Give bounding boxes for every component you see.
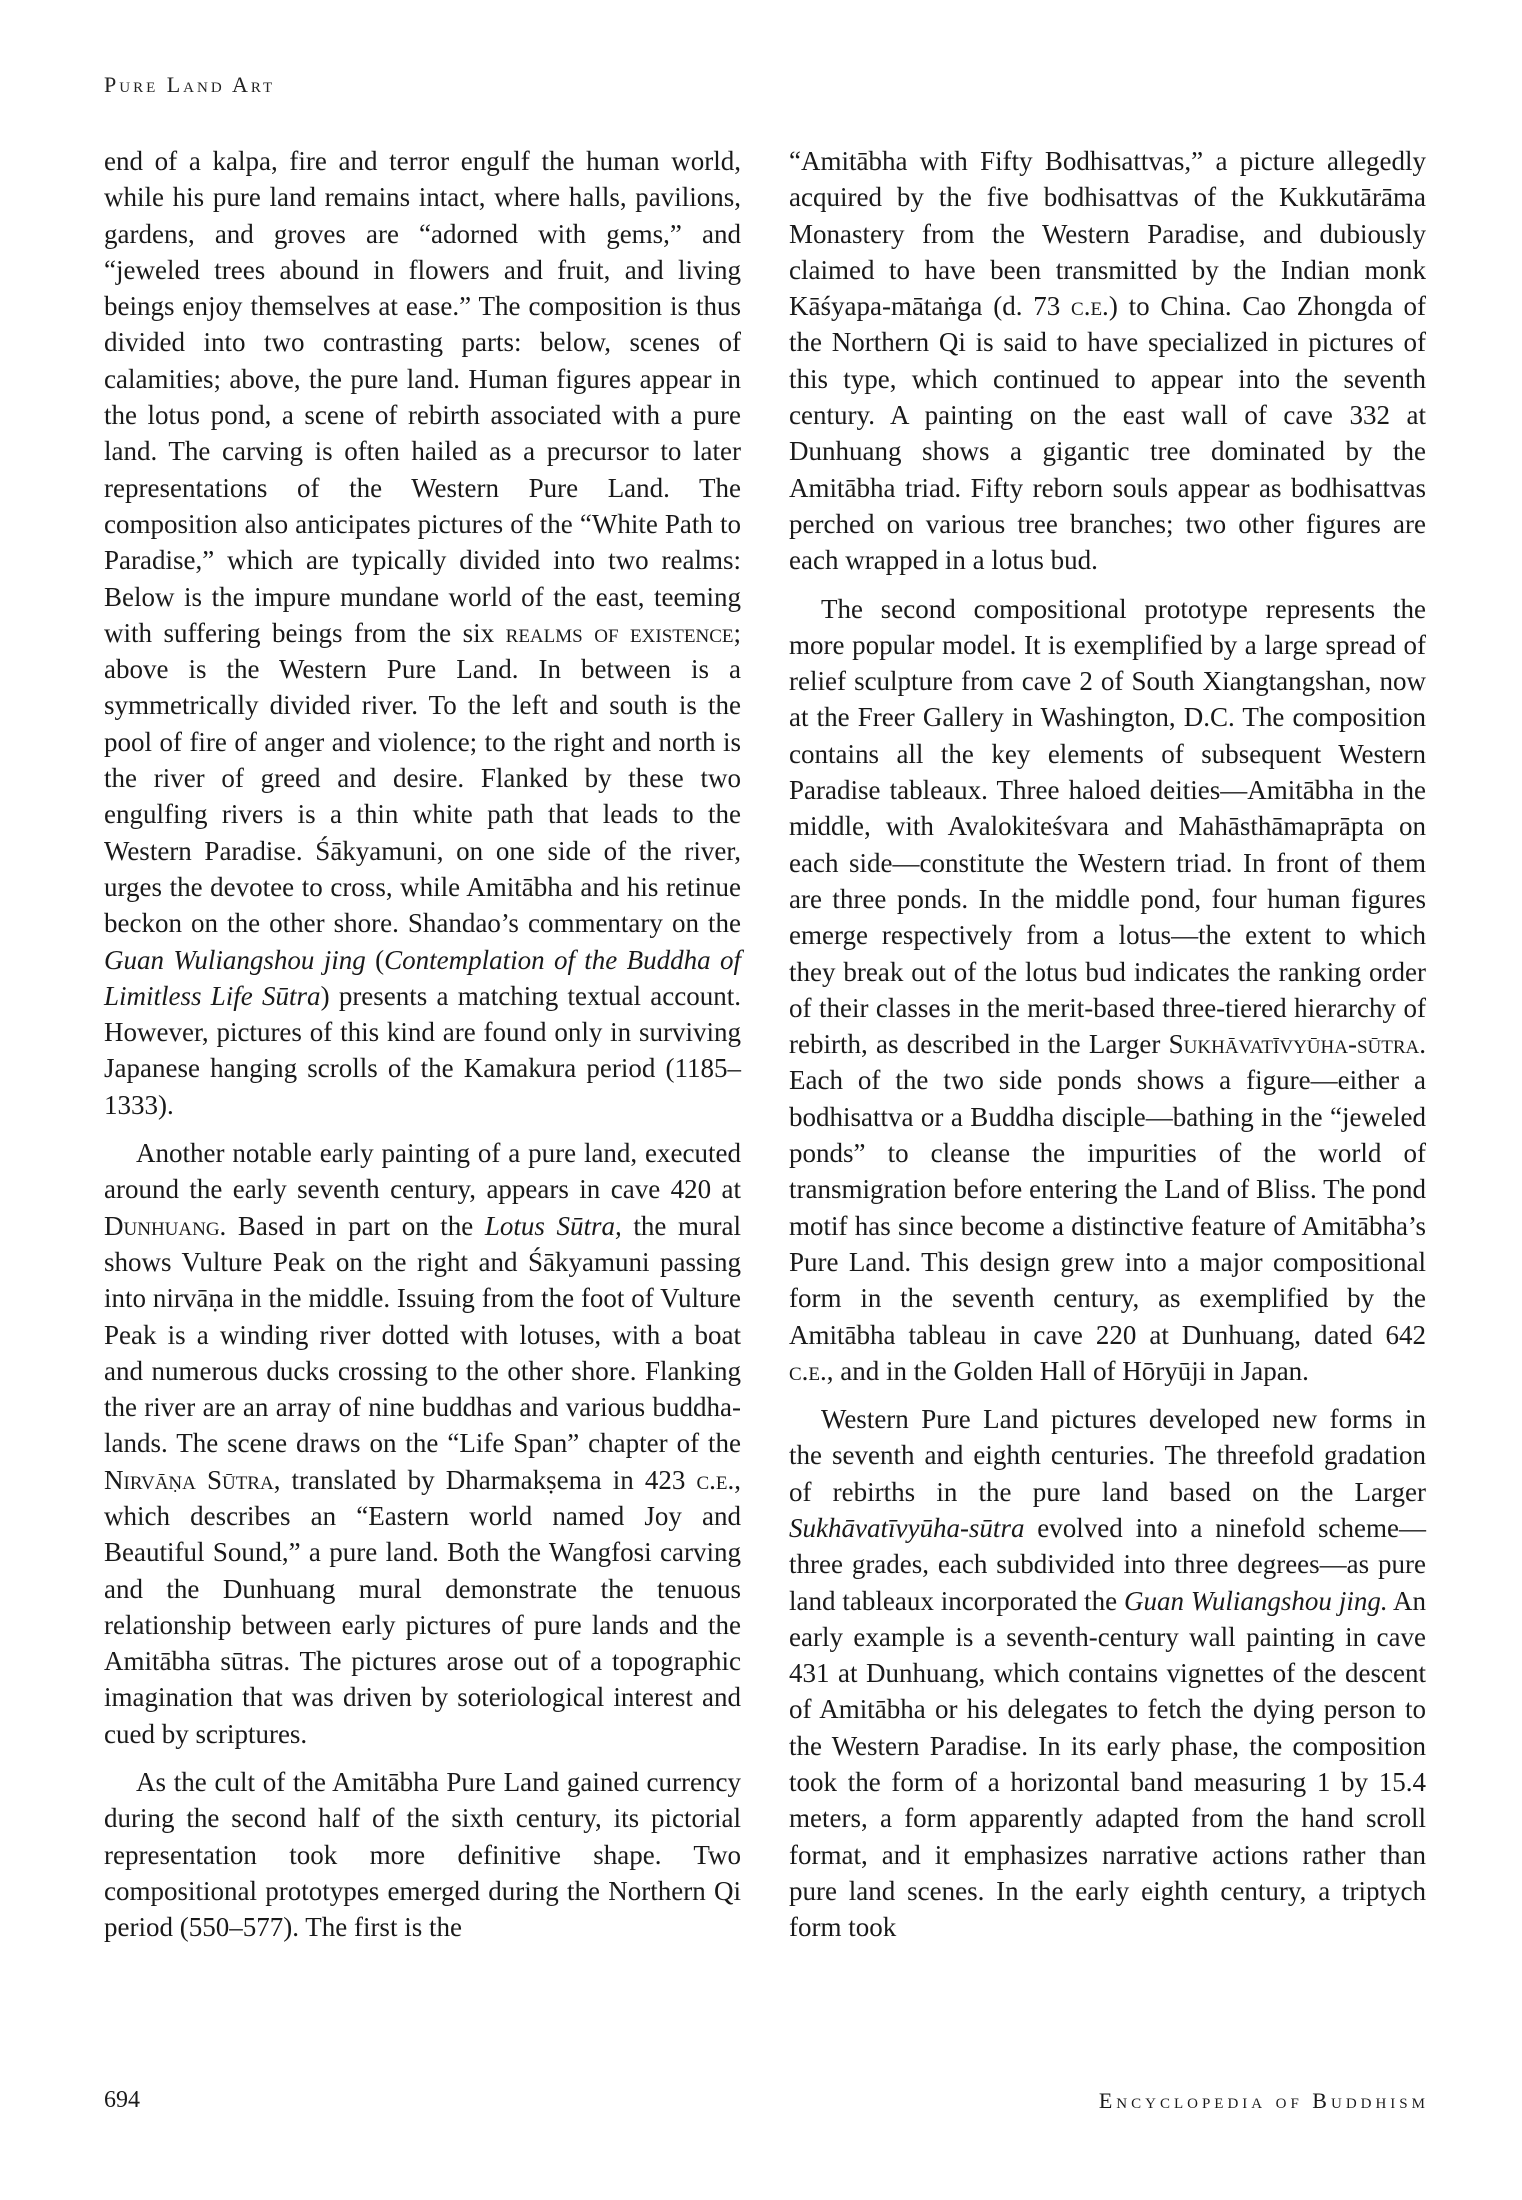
paragraph: end of a kalpa, fire and terror engulf the human world, while his pure land remains intact, where halls, pavilions, gardens, and groves are “adorned with gems,” and “jeweled trees abound in flowers and fruit, and living beings enjoy themselves at ease.” The composition is thus divided into two contrasting parts: below, scenes of calamities; above, the pure land. Human figures appear in the lotus pond, a scene of rebirth associated with a pure land. The carving is often hailed as a precursor to later representations of the Western Pure Land. The composition also anticipates pictures of the “White Path to Paradise,” which are typically divided into two realms: Below is the impure mundane world of the east, teeming with suffering beings from the six realms of existence; above is the Western Pure Land. In between is a symmetrically divided river. To the left and south is the pool of fire of anger and violence; to the right and north is the river of greed and desire. Flanked by these two engulfing rivers is a thin white path that leads to the Western Paradise. Śākyamuni, on one side of the river, urges the devotee to cross, while Amitābha and his retinue beckon on the other shore. Shandao’s commentary on the Guan Wuliangshou jing (Contemplation of the Buddha of Limitless Life Sūtra) presents a matching textual account. However, pictures of this kind are found only in surviving Japanese hanging scrolls of the Kamakura period (1185–1333). <box>104 146 742 1120</box>
cross-reference: Sukhāvatīvyūha-sūtra <box>1168 1029 1420 1060</box>
title-italic: Guan Wuliangshou jing. <box>1124 1585 1388 1616</box>
era-abbrev: c.e. <box>696 1464 735 1495</box>
paragraph: Another notable early painting of a pure land, executed around the early seventh century, appears in cave 420 at Dunhuang. Based in part on the Lotus Sūtra, the mural shows Vulture Peak on the right and Śākyamuni passing into nirvāṇa in the middle. Issuing from the foot of Vulture Peak is a winding river dotted with lotuses, with a boat and numerous ducks crossing to the other shore. Flanking the river are an array of nine buddhas and various buddha-lands. The scene draws on the “Life Span” chapter of the Nirvāṇa Sūtra, translated by Dharmakṣema in 423 c.e., which describes an “Eastern world named Joy and Beautiful Sound,” a pure land. Both the Wangfosi carving and the Dunhuang mural demonstrate the tenuous relationship between early pictures of pure lands and the Amitābha sūtras. The pictures arose out of a topographic imagination that was driven by soteriological interest and cued by scriptures. <box>104 1138 741 1749</box>
left-column <box>104 143 741 1946</box>
right-column <box>789 143 1426 1946</box>
page-number: 694 <box>104 2087 140 2113</box>
footer-title: Encyclopedia of Buddhism <box>1098 2088 1429 2113</box>
paragraph: Western Pure Land pictures developed new forms in the seventh and eighth centuries. The threefold gradation of rebirths in the pure land based on the Larger Sukhāvatīvyūha-sūtra evolved into a ninefold scheme—three grades, each subdivided into three degrees—as pure land tableaux incorporated the Guan Wuliangshou jing. An early example is a seventh-century wall painting in cave 431 at Dunhuang, which contains vignettes of the descent of Amitābha or his delegates to fetch the dying person to the Western Paradise. In its early phase, the composition took the form of a horizontal band measuring 1 by 15.4 meters, a form apparently adapted from the hand scroll format, and it emphasizes narrative actions rather than pure land scenes. In the early eighth century, a triptych form took <box>789 1404 1426 1943</box>
title-italic: Sukhāvatīvyūha-sūtra <box>789 1512 1025 1543</box>
paragraph: As the cult of the Amitābha Pure Land gained currency during the second half of the sixth century, its pictorial representation took more definitive shape. Two compositional prototypes emerged during the Northern Qi period (550–577). The first is the <box>104 1767 741 1943</box>
cross-reference: Dunhuang <box>104 1210 220 1241</box>
cross-reference: realms of existence <box>505 617 734 648</box>
running-head: Pure Land Art <box>104 72 276 97</box>
paragraph: “Amitābha with Fifty Bodhisattvas,” a picture allegedly acquired by the five bodhisattvas of the Kukkutārāma Monastery from the Western Paradise, and dubiously claimed to have been transmitted by the Indian monk Kāśyapa-mātaṅga (d. 73 c.e.) to China. Cao Zhongda of the Northern Qi is said to have specialized in pictures of this type, which continued to appear into the seventh century. A painting on the east wall of cave 332 at Dunhuang shows a gigantic tree dominated by the Amitābha triad. Fifty reborn souls appear as bodhisattvas perched on various tree branches; two other figures are each wrapped in a lotus bud. <box>789 146 1426 576</box>
title-italic: Guan Wuliangshou jing <box>104 944 366 975</box>
title-italic: Lotus Sūtra, <box>484 1210 622 1241</box>
era-abbrev: c.e. <box>789 1355 827 1386</box>
paragraph: The second compositional prototype represents the more popular model. It is exemplified by a large spread of relief sculpture from cave 2 of South Xiangtangshan, now at the Freer Gallery in Washington, D.C. The composition contains all the key elements of subsequent Western Paradise tableaux. Three haloed deities—Amitābha in the middle, with Avalokiteśvara and Mahāsthāmaprāpta on each side—constitute the Western triad. In front of them are three ponds. In the middle pond, four human figures emerge respectively from a lotus—the extent to which they break out of the lotus bud indicates the ranking order of their classes in the merit-based three-tiered hierarchy of rebirth, as described in the Larger Sukhāvatīvyūha-sūtra. Each of the two side ponds shows a figure—either a bodhisattva or a Buddha disciple—bathing in the “jeweled ponds” to cleanse the impurities of the world of transmigration before entering the Land of Bliss. The pond motif has since become a distinctive feature of Amitābha’s Pure Land. This design grew into a major compositional form in the seventh century, as exemplified by the Amitābha tableau in cave 220 at Dunhuang, dated 642 c.e., and in the Golden Hall of Hōryūji in Japan. <box>789 593 1426 1386</box>
cross-reference: Nirvāṇa Sūtra <box>104 1464 274 1495</box>
era-abbrev: c.e. <box>1071 291 1109 322</box>
title-italic: Contemplation of the Buddha of Limitless Life Sūtra <box>104 944 742 1011</box>
